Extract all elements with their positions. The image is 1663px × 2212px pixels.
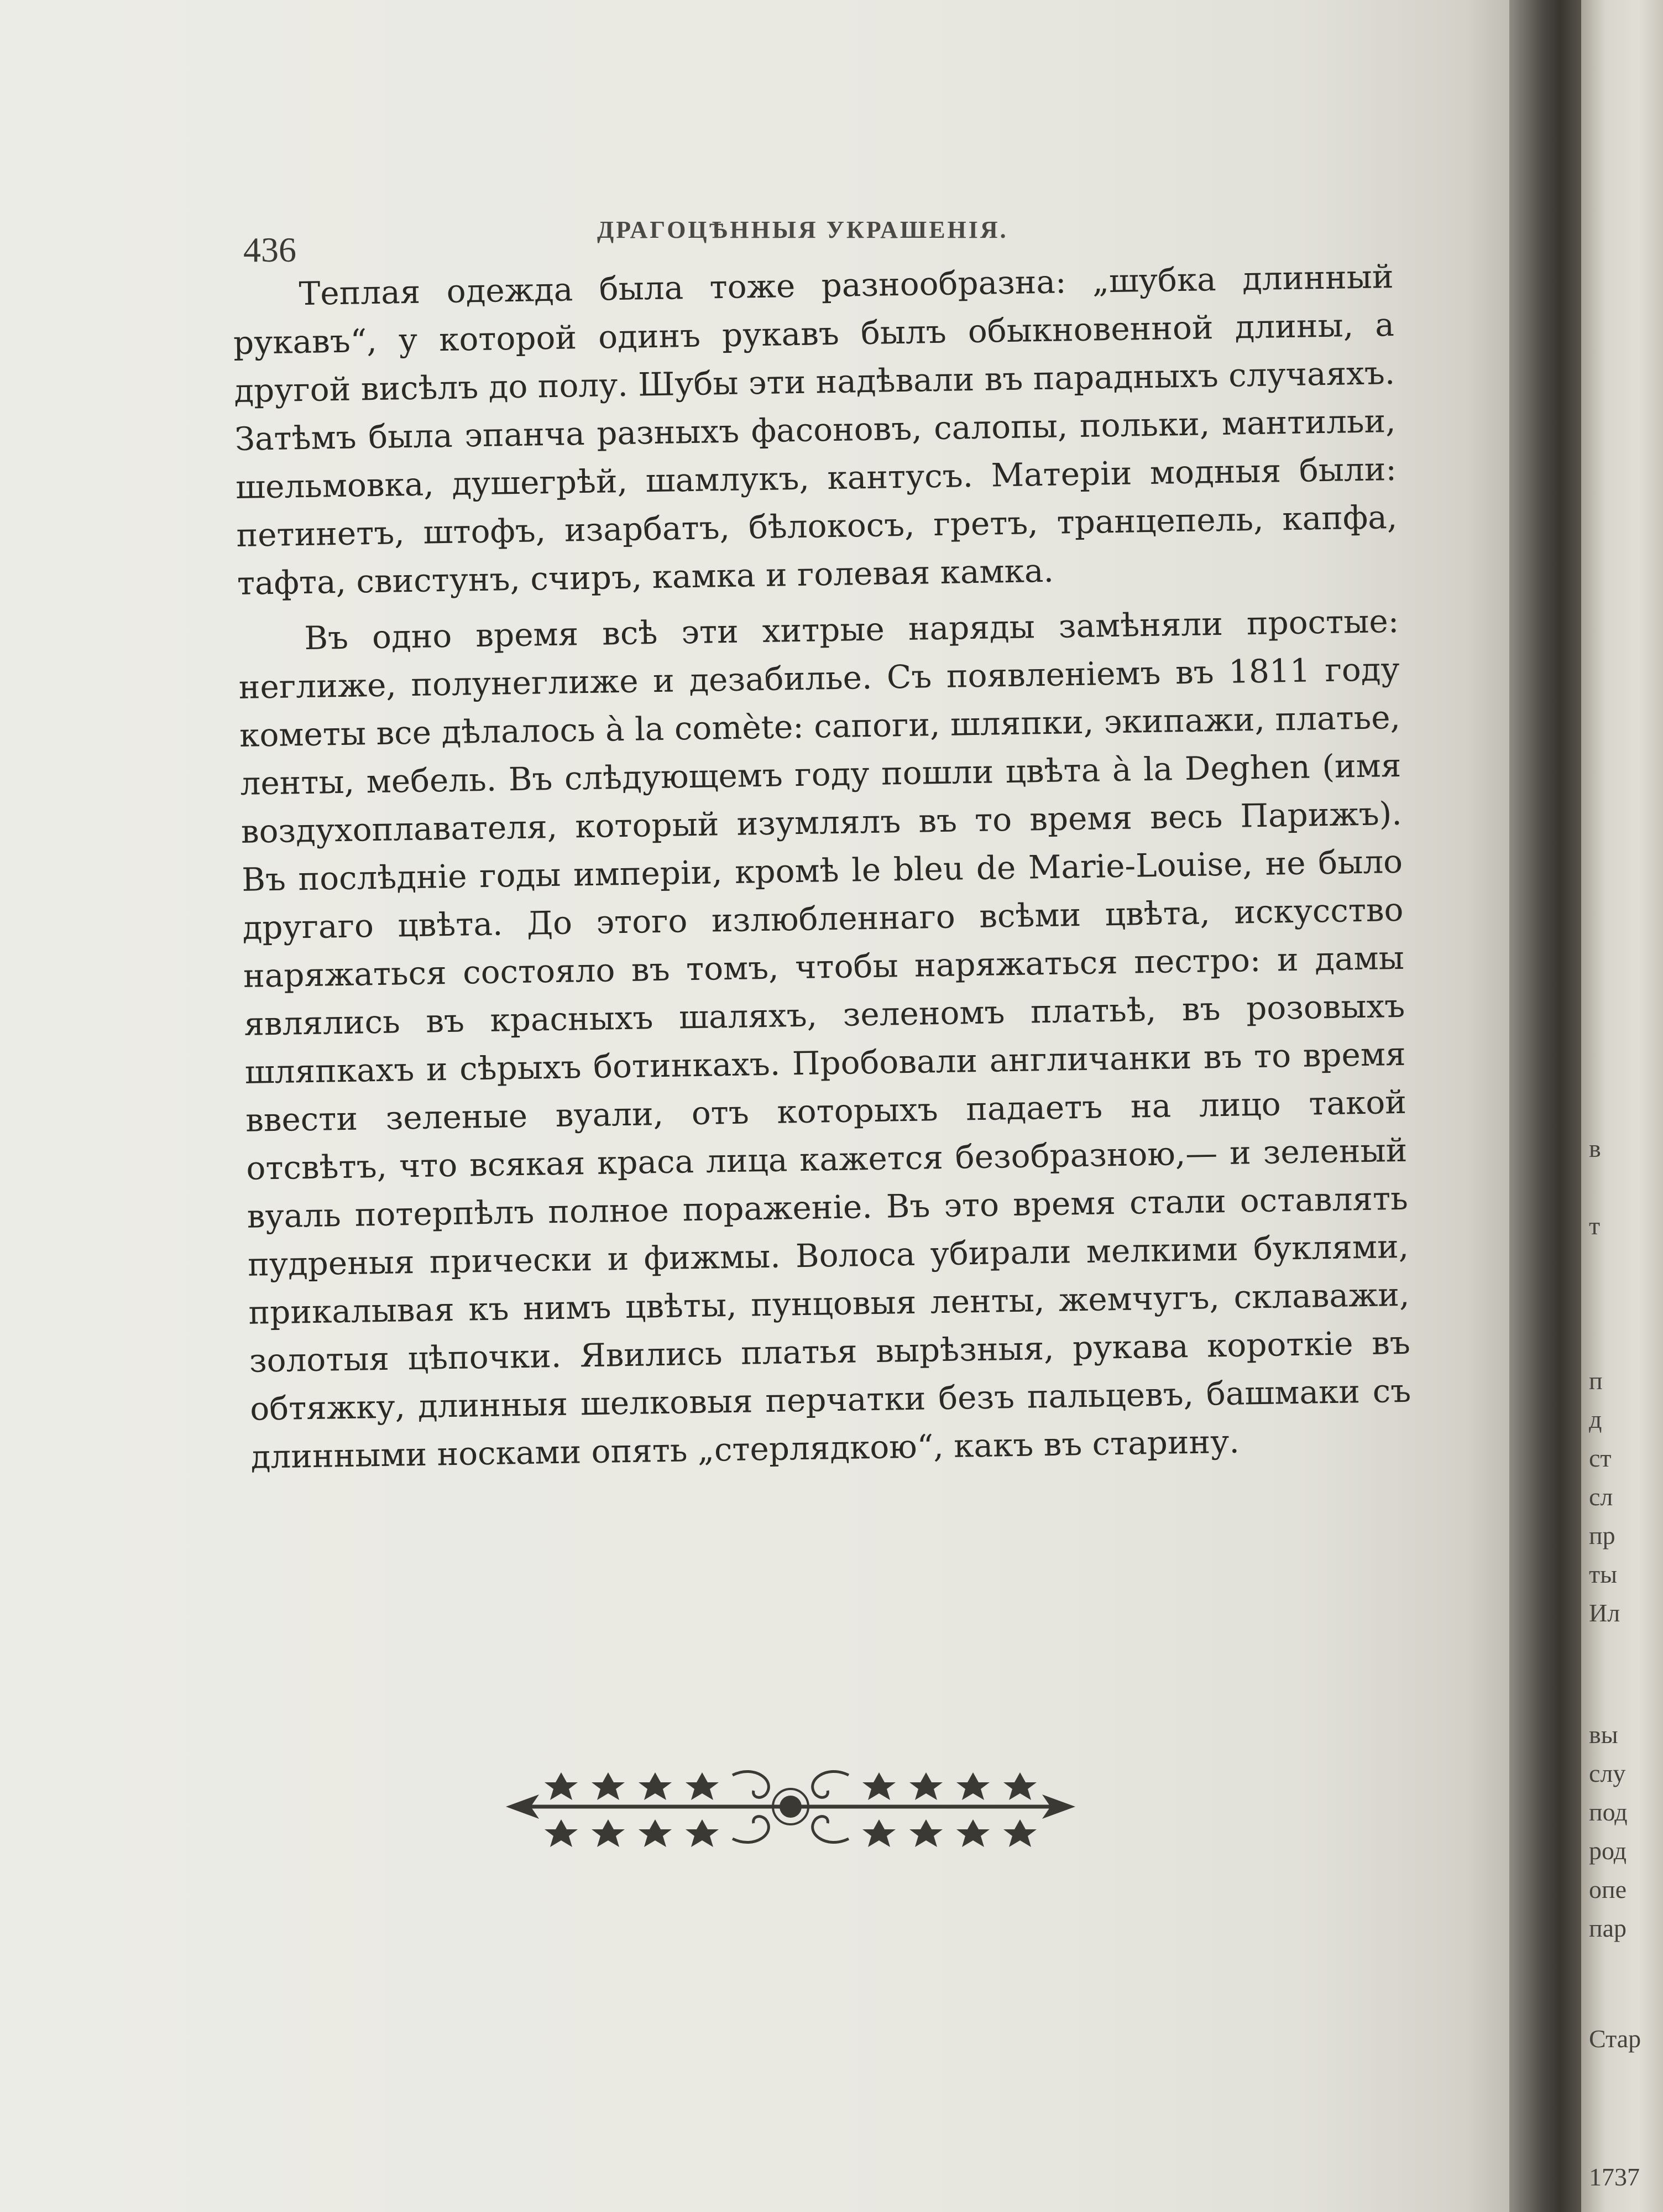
running-title: ДРАГОЦѢННЫЯ УКРАШЕНІЯ. xyxy=(597,216,1008,243)
right-page-fragment: пар xyxy=(1589,1914,1627,1942)
right-page-fragment: 1737 xyxy=(1589,2163,1640,2191)
page-number: 436 xyxy=(243,230,296,269)
right-page-fragment: род xyxy=(1589,1837,1627,1865)
right-page-fragment: опе xyxy=(1589,1875,1627,1903)
right-page-fragment: под xyxy=(1589,1798,1628,1826)
right-page-fragment: т xyxy=(1589,1212,1601,1240)
paragraph-1: Теплая одежда была тоже разнообразна: „шубка длинный рукавъ“, у которой одинъ рукавъ былъ обыкновенной длины, а другой висѣлъ до полу. Шубы эти надѣвали въ парадныхъ случаяхъ. Затѣмъ была эпанча разныхъ фасоновъ, салопы, польки, мантильи, шельмовка, душегрѣй, шамлукъ, кантусъ. Матеріи модныя были: петинетъ, штофъ, изарбатъ, бѣлокосъ, гретъ, транцепель, капфа, тафта, свистунъ, счиръ, камка и голевая камка. xyxy=(233,258,1398,602)
body-text xyxy=(232,253,1412,1489)
ornament-tailpiece xyxy=(500,1742,1081,1869)
right-page-fragment: Ил xyxy=(1589,1599,1620,1627)
right-page-edge xyxy=(1581,0,1663,2212)
book-gutter xyxy=(1509,0,1587,2212)
right-page-fragment: сл xyxy=(1589,1483,1613,1511)
right-page-fragment: ты xyxy=(1589,1560,1618,1588)
running-head xyxy=(232,196,1443,269)
paragraph-2: Въ одно время всѣ эти хитрые наряды замѣняли простые: неглиже, полунеглиже и дезабилье. Съ появленіемъ въ 1811 году кометы все дѣлалось à la comète: сапоги, шляпки, экипажи, платье, ленты, мебель. Въ слѣдующемъ году пошли цвѣта à la Deghen (имя воздухоплавателя, который изумлялъ въ то время весь Парижъ). Въ послѣдніе годы имперіи, кромѣ le bleu de Marie-Louise, не было другаго цвѣта. До этого излюбленнаго всѣми цвѣта, искусство наряжаться состояло въ томъ, чтобы наряжаться пестро: и дамы являлись въ красныхъ шаляхъ, зеленомъ платьѣ, въ розовыхъ шляпкахъ и сѣрыхъ ботинкахъ. Пробовали англичанки въ то время ввести зеленые вуали, отъ которыхъ падаетъ на лицо такой отсвѣтъ, что всякая краса лица кажется безобразною,— и зеленый вуаль потерпѣлъ полное пораженіе. Въ это время стали оставлять пудреныя прически и фижмы. Волоса убирали мелкими буклями, прикалывая къ нимъ цвѣты, пунцовыя ленты, жемчугъ, склаважи, золотыя цѣпочки. Явились платья вырѣзныя, рукава короткіе въ обтяжку, длинныя шелковыя перчатки безъ пальцевъ, башмаки съ длинными носками опять „стерлядкою“, какъ въ старину. xyxy=(238,602,1411,1476)
right-page-fragment: д xyxy=(1589,1405,1602,1433)
right-page-fragment: в xyxy=(1589,1134,1601,1162)
right-page-fragment: Стар xyxy=(1589,2025,1641,2053)
right-page-fragment: п xyxy=(1589,1366,1603,1395)
right-page-fragment: вы xyxy=(1589,1720,1618,1749)
right-page-fragment: слу xyxy=(1589,1759,1626,1787)
right-page-fragment: ст xyxy=(1589,1444,1612,1472)
right-page-fragment: пр xyxy=(1589,1521,1615,1550)
